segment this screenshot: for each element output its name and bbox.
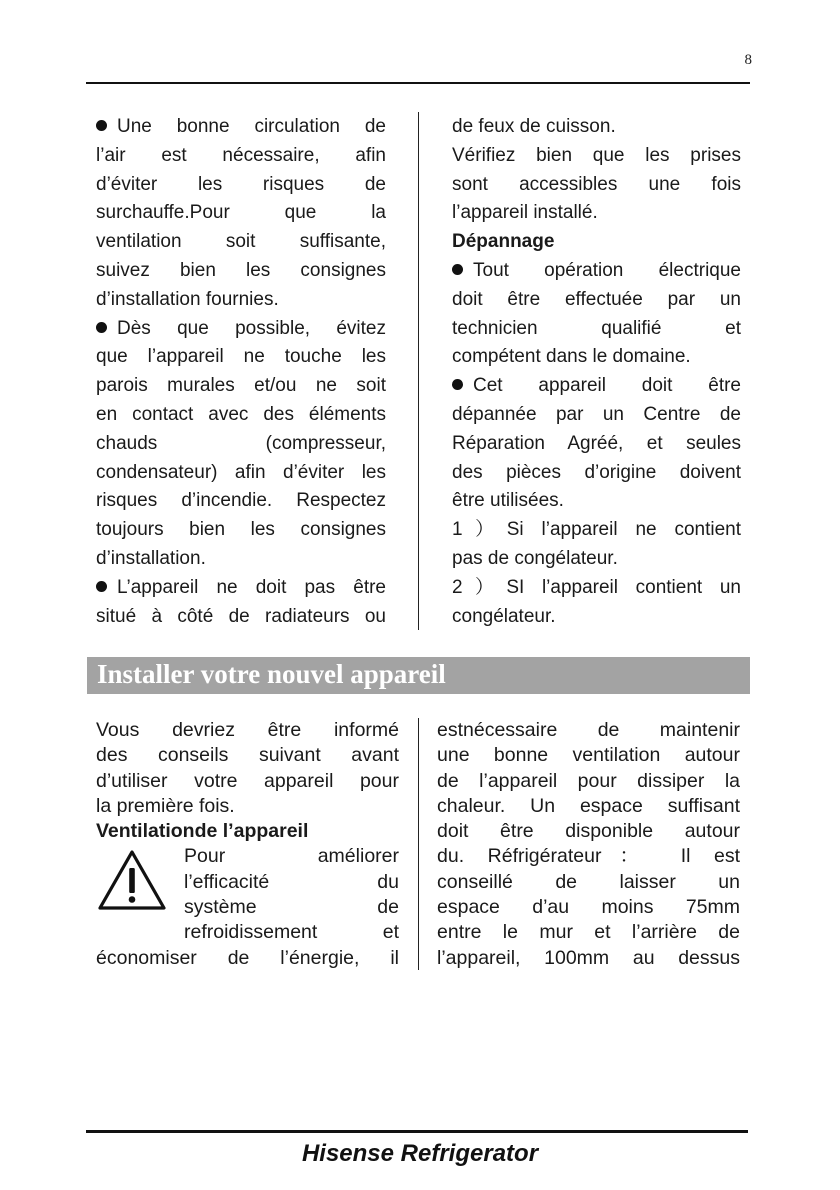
text-line: congélateur.	[452, 605, 556, 627]
text-line: la première fois.	[96, 794, 235, 817]
text-line: d’utiliser votre appareil pour	[96, 769, 399, 792]
text-line: refroidissement et	[184, 921, 399, 944]
footer-rule	[86, 1130, 748, 1133]
text-line: entre le mur et l’arrière de	[437, 921, 740, 944]
text-line: conseillé de laisser un	[437, 870, 740, 893]
text-line: surchauffe.Pour que la	[96, 202, 386, 224]
text-line: Réparation Agréé, et seules	[452, 432, 741, 454]
text-line: d’installation.	[96, 547, 206, 569]
bullet-icon	[452, 379, 463, 390]
text-line: des pièces d’origine doivent	[452, 461, 741, 483]
text-line: d’installation fournies.	[96, 288, 279, 310]
section-heading-depannage: Dépannage	[452, 231, 555, 253]
page-number: 8	[744, 52, 752, 68]
text-line: pas de congélateur.	[452, 547, 618, 569]
text-line: économiser de l’énergie, il	[96, 946, 399, 969]
text-line: chaleur. Un espace suffisant	[437, 794, 740, 817]
column-divider	[418, 718, 419, 970]
text-line: doit être disponible autour	[437, 820, 740, 843]
top-left-column	[96, 113, 386, 631]
text-line: toujours bien les consignes	[96, 519, 386, 541]
text-line: Tout opération électrique	[452, 257, 741, 286]
bottom-left-column	[96, 718, 399, 971]
text-line: situé à côté de radiateurs ou	[96, 605, 386, 627]
text-line: suivez bien les consignes	[96, 259, 386, 281]
text-line: technicien qualifié et	[452, 317, 741, 339]
text-line: en contact avec des éléments	[96, 403, 386, 425]
text-line: Pour améliorer	[184, 845, 399, 868]
text-line: une bonne ventilation autour	[437, 744, 740, 767]
text-line: l’appareil, 100mm au dessus	[437, 946, 740, 969]
text-line: chauds (compresseur,	[96, 432, 386, 454]
text-line: l’air est nécessaire, afin	[96, 144, 386, 166]
bottom-right-column	[437, 718, 740, 971]
text-line: des conseils suivant avant	[96, 744, 399, 767]
header-rule	[86, 82, 750, 84]
text-line: parois murales et/ou ne soit	[96, 375, 386, 397]
top-right-column	[452, 113, 741, 631]
warning-block	[96, 844, 399, 945]
section-banner	[87, 657, 750, 694]
warning-triangle-icon	[96, 844, 184, 945]
bullet-icon	[96, 322, 107, 333]
text-line: 1）Si l’appareil ne contient	[452, 519, 741, 541]
text-line: condensateur) afin d’éviter les	[96, 461, 386, 483]
text-line: L’appareil ne doit pas être	[96, 574, 386, 603]
text-line: compétent dans le domaine.	[452, 346, 691, 368]
text-line: sont accessibles une fois	[452, 173, 741, 195]
text-line: que l’appareil ne touche les	[96, 346, 386, 368]
section-title: Installer votre nouvel appareil	[97, 659, 446, 689]
text-line: 2）SI l’appareil contient un	[452, 576, 741, 598]
text-line: estnécessaire de maintenir	[437, 719, 740, 741]
text-line: risques d’incendie. Respectez	[96, 490, 386, 512]
text-line: espace d’au moins 75mm	[437, 896, 740, 919]
text-line: l’appareil installé.	[452, 202, 598, 224]
bullet-icon	[96, 120, 107, 131]
text-line: Dès que possible, évitez	[96, 315, 386, 344]
text-line: doit être effectuée par un	[452, 288, 741, 310]
text-line: de l’appareil pour dissiper la	[437, 769, 740, 792]
text-line: être utilisées.	[452, 490, 564, 512]
footer-brand: Hisense Refrigerator	[301, 1140, 539, 1167]
text-line: ventilation soit suffisante,	[96, 231, 386, 253]
bullet-icon	[452, 264, 463, 275]
text-line: du. Réfrigérateur： Il est	[437, 845, 740, 868]
text-line: de feux de cuisson.	[452, 116, 616, 137]
text-line: Cet appareil doit être	[452, 372, 741, 401]
text-line: d’éviter les risques de	[96, 173, 386, 195]
column-divider	[418, 112, 419, 630]
text-line: Vous devriez être informé	[96, 719, 399, 741]
text-line: Une bonne circulation de	[96, 113, 386, 142]
ventilation-heading: Ventilationde l’appareil	[96, 820, 309, 843]
bullet-icon	[96, 581, 107, 592]
text-line: dépannée par un Centre de	[452, 403, 741, 425]
text-line: Vérifiez bien que les prises	[452, 144, 741, 166]
text-line: l’efficacité du	[184, 870, 399, 893]
text-line: système de	[184, 896, 399, 919]
